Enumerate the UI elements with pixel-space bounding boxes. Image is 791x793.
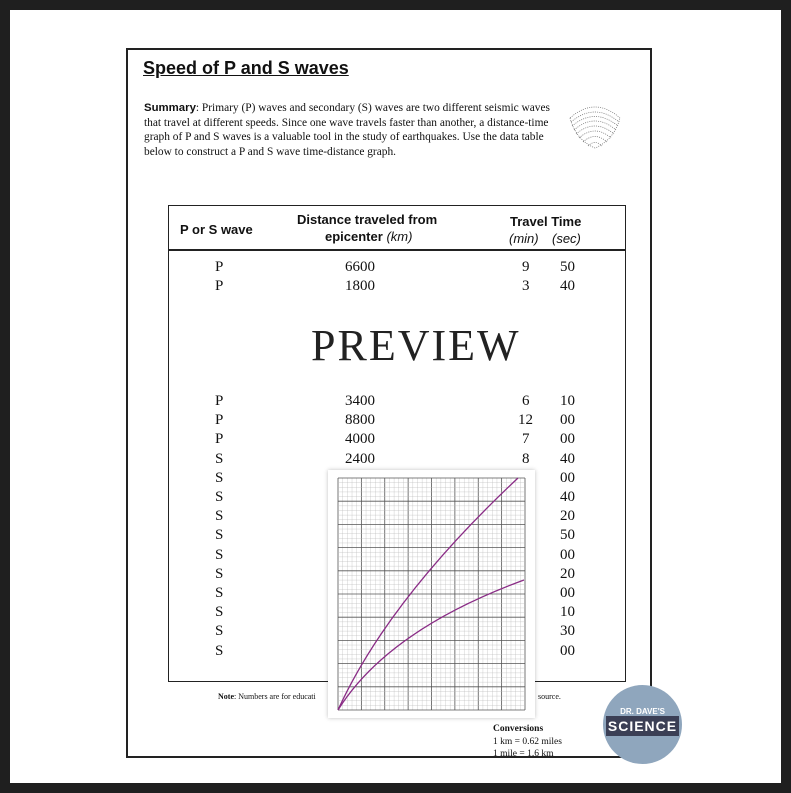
cell-sec: 20 bbox=[560, 565, 575, 582]
conversions-title: Conversions bbox=[493, 724, 544, 734]
cell-wave: S bbox=[215, 585, 224, 601]
cell-sec: 00 bbox=[560, 585, 575, 601]
time-distance-graph bbox=[328, 470, 535, 718]
conversion-mile: 1 mile = 1.6 km bbox=[493, 749, 554, 759]
cell-wave: S bbox=[215, 546, 224, 563]
cell-min: 8 bbox=[522, 450, 530, 467]
cell-wave: P bbox=[215, 393, 224, 409]
header-epicenter: epicenter (km) bbox=[325, 229, 413, 244]
cell-sec: 00 bbox=[560, 642, 575, 659]
cell-distance: 8800 bbox=[345, 412, 375, 429]
cell-wave: P bbox=[215, 259, 224, 275]
cell-min: 3 bbox=[522, 278, 530, 295]
summary-text: : Primary (P) waves and secondary (S) waves are two different seismic waves that travel at different speeds. Since one wave travels faster than another, a distance-time graph of P and S waves is a valuable tool in the study of earthquakes. Use the data table below to construct a P and S wave time-distance graph. bbox=[144, 102, 550, 158]
summary-lead: Summary bbox=[144, 102, 196, 114]
table-note: Note: Numbers are for educati bbox=[218, 692, 316, 701]
header-min: (min) bbox=[509, 231, 539, 246]
cell-sec: 00 bbox=[560, 546, 575, 563]
cell-sec: 00 bbox=[560, 431, 575, 448]
cell-wave: P bbox=[215, 412, 224, 429]
cell-sec: 00 bbox=[560, 469, 575, 486]
cell-wave: S bbox=[215, 450, 224, 467]
header-distance: Distance traveled from bbox=[297, 212, 438, 227]
cell-sec: 50 bbox=[560, 527, 575, 544]
conversion-km: 1 km = 0.62 miles bbox=[493, 737, 562, 747]
cell-wave: S bbox=[215, 642, 224, 659]
cell-wave: P bbox=[215, 431, 224, 448]
header-wave: P or S wave bbox=[180, 222, 253, 237]
cell-distance: 6600 bbox=[345, 259, 375, 275]
cell-sec: 50 bbox=[560, 259, 575, 275]
cell-distance: 3400 bbox=[345, 393, 375, 409]
cell-wave: S bbox=[215, 604, 224, 621]
seismic-shell-icon bbox=[566, 100, 624, 152]
cell-wave: S bbox=[215, 508, 224, 525]
cell-sec: 40 bbox=[560, 278, 575, 295]
logo-main-text: SCIENCE bbox=[607, 718, 678, 734]
cell-wave: S bbox=[215, 489, 224, 505]
cell-sec: 10 bbox=[560, 393, 575, 409]
cell-distance: 4000 bbox=[345, 431, 375, 448]
table-header-divider bbox=[168, 249, 626, 251]
cell-wave: S bbox=[215, 527, 224, 544]
summary-paragraph bbox=[144, 101, 554, 159]
cell-sec: 00 bbox=[560, 412, 575, 429]
cell-distance: 1800 bbox=[345, 278, 375, 295]
cell-wave: S bbox=[215, 565, 224, 582]
cell-wave: S bbox=[215, 469, 224, 486]
cell-min: 7 bbox=[522, 431, 530, 448]
logo-top-text: DR. DAVE'S bbox=[620, 707, 665, 716]
preview-watermark: PREVIEW bbox=[311, 321, 521, 370]
worksheet-title: Speed of P and S waves bbox=[143, 58, 349, 78]
cell-sec: 40 bbox=[560, 489, 575, 505]
cell-wave: P bbox=[215, 278, 224, 295]
cell-distance: 2400 bbox=[345, 450, 375, 467]
cell-sec: 10 bbox=[560, 604, 575, 621]
header-travel-time: Travel Time bbox=[510, 214, 582, 229]
cell-min: 12 bbox=[518, 412, 533, 429]
header-sec: (sec) bbox=[552, 231, 581, 246]
cell-sec: 30 bbox=[560, 623, 575, 640]
brand-logo bbox=[603, 685, 682, 764]
cell-min: 6 bbox=[522, 393, 530, 409]
table-note-end: source. bbox=[538, 692, 561, 701]
cell-sec: 20 bbox=[560, 508, 575, 525]
cell-wave: S bbox=[215, 623, 224, 640]
cell-min: 9 bbox=[522, 259, 530, 275]
cell-sec: 40 bbox=[560, 450, 575, 467]
